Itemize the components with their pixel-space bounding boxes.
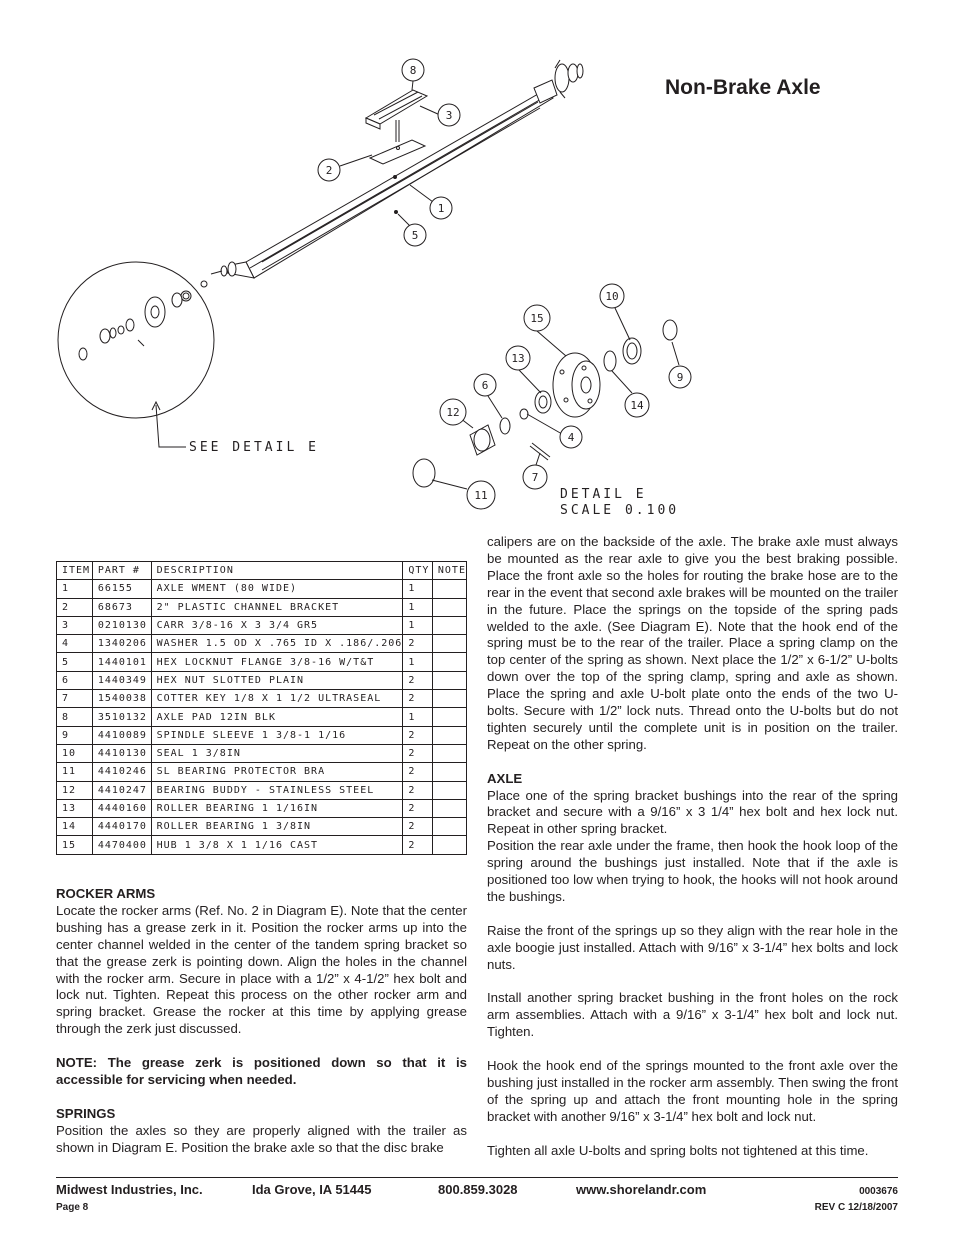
note-text: NOTE: The grease zerk is positioned down so that it is accessible for servicing when needed. — [56, 1055, 467, 1087]
rocker-arms-text: Locate the rocker arms (Ref. No. 2 in Diagram E). Note that the center bushing has a grease zerk in it. Position the rocker arms up into the center channel welded in the center of the tandem spring bracket so that the grease zerk is pointing down. Align the holes in the channel with the rocker arm. Secure in place with a 1/2” x 4-1/2” hex bolt and lock nut. Tighten. Repeat this process on the other rocker arm and spring bracket. Grease the rocker at this time by applying grease through the zerk just discussed. — [56, 902, 467, 1037]
springs-heading: SPRINGS — [56, 1105, 116, 1121]
cell-part-number: 1440349 — [92, 671, 151, 689]
table-row — [57, 690, 467, 708]
parts-table — [56, 561, 467, 855]
callout-3 — [438, 104, 460, 126]
cell-note — [432, 671, 466, 689]
cell-note — [432, 744, 466, 762]
cell-item: 14 — [57, 818, 93, 836]
svg-text:1: 1 — [437, 202, 445, 215]
svg-text:3: 3 — [445, 109, 453, 122]
cell-description: BEARING BUDDY - STAINLESS STEEL — [151, 781, 403, 799]
table-row — [57, 653, 467, 671]
cell-description: SEAL 1 3/8IN — [151, 744, 403, 762]
cell-qty: 2 — [403, 818, 433, 836]
header-item: ITEM — [57, 562, 93, 580]
axle-paragraph-5: Hook the hook end of the springs mounted to the front axle over the bushing just installed in the rocker arm assembly. Then swing the front of the spring up and attach the front mounting hole in the spring bracket with another 9/16” x 3-1/4” hex bolt and lock nut. — [487, 1058, 898, 1124]
axle-paragraph-1: Place one of the spring bracket bushings into the rear of the spring bracket and secure with a 9/16” x 3 1/4” hex bolt and hex lock nut. Repeat in other spring bracket. — [487, 787, 898, 837]
cell-description: COTTER KEY 1/8 X 1 1/2 ULTRASEAL — [151, 690, 403, 708]
table-row — [57, 671, 467, 689]
cell-qty: 2 — [403, 763, 433, 781]
cell-note — [432, 616, 466, 634]
callout-11 — [467, 481, 495, 509]
svg-text:11: 11 — [474, 489, 488, 502]
rocker-arms-heading: ROCKER ARMS — [56, 886, 156, 901]
cell-qty: 1 — [403, 708, 433, 726]
cell-description: SPINDLE SLEEVE 1 3/8-1 1/16 — [151, 726, 403, 744]
cell-description: CARR 3/8-16 X 3 3/4 GR5 — [151, 616, 403, 634]
cell-item: 4 — [57, 635, 93, 653]
cell-note — [432, 781, 466, 799]
detail-label: DETAIL E — [560, 487, 647, 502]
axle-pad-and-bracket — [366, 90, 427, 164]
cell-item: 3 — [57, 616, 93, 634]
cell-qty: 1 — [403, 653, 433, 671]
axle-paragraph-4: Install another spring bracket bushing in the front holes on the rock arm assemblies. Attach with a 9/16” x 3-1/4” hex bolt and lock nut. Tighten. — [487, 990, 898, 1040]
cell-note — [432, 726, 466, 744]
cell-part-number: 66155 — [92, 580, 151, 598]
right-column — [487, 534, 898, 1159]
cell-item: 11 — [57, 763, 93, 781]
svg-text:8: 8 — [409, 64, 417, 77]
header-part: PART # — [92, 562, 151, 580]
callout-7 — [523, 465, 547, 489]
page-title: Non-Brake Axle — [665, 76, 821, 99]
callout-12 — [440, 399, 466, 425]
cell-item: 7 — [57, 690, 93, 708]
cell-part-number: 4440170 — [92, 818, 151, 836]
svg-text:7: 7 — [531, 471, 539, 484]
footer-phone: 800.859.3028 — [438, 1182, 518, 1197]
cell-part-number: 1540038 — [92, 690, 151, 708]
svg-text:5: 5 — [411, 229, 419, 242]
cell-description: HUB 1 3/8 X 1 1/16 CAST — [151, 836, 403, 854]
table-row — [57, 726, 467, 744]
svg-text:6: 6 — [481, 379, 489, 392]
callout-15 — [524, 305, 550, 331]
axle-paragraph-2: Position the rear axle under the frame, then hook the hook loop of the spring around the bushings just installed. Note that if the axle is positioned too low when trying to hook, the hooks will not hook around the bushings. — [487, 838, 898, 905]
callout-10 — [600, 284, 624, 308]
header-qty: QTY — [403, 562, 433, 580]
cell-qty: 1 — [403, 616, 433, 634]
cell-note — [432, 836, 466, 854]
table-row — [57, 580, 467, 598]
footer-revision: REV C 12/18/2007 — [814, 1202, 898, 1213]
cell-description: HEX LOCKNUT FLANGE 3/8-16 W/T&T — [151, 653, 403, 671]
cell-qty: 2 — [403, 635, 433, 653]
cell-part-number: 68673 — [92, 598, 151, 616]
cell-item: 15 — [57, 836, 93, 854]
callout-13 — [506, 346, 530, 370]
cell-item: 6 — [57, 671, 93, 689]
cell-note — [432, 635, 466, 653]
left-column — [56, 886, 467, 1156]
axle-exploded-diagram — [0, 0, 954, 540]
cell-item: 1 — [57, 580, 93, 598]
cell-item: 10 — [57, 744, 93, 762]
callout-1 — [430, 197, 452, 219]
scale-label: SCALE 0.100 — [560, 503, 680, 518]
cell-item: 13 — [57, 799, 93, 817]
cell-item: 12 — [57, 781, 93, 799]
axle-paragraph-3: Raise the front of the springs up so they align with the rear hole in the axle boogie just installed. Attach with 9/16” x 3-1/4” hex bolts and lock nuts. — [487, 922, 898, 972]
springs-continued-text: calipers are on the backside of the axle. The brake axle must always be mounted as the rear axle to give you the best braking possible. Place the front axle so the holes for routing the brake hose are to the rear in the event that second axle brakes will be mounted on the trailer in the future. Place the springs on the topside of the spring pads welded to the axle. (See Diagram E). Note that the hook end of the spring must be to the rear of the trailer. Place a spring clamp on the top center of the spring as shown. Next place the 1/2” x 6-1/2” U-bolts down over the top of the spring clamp, spring and axle as shown. Place the spring and axle U-bolt plate onto the ends of the two U-bolts. Secure with 1/2” lock nuts. Thread onto the U-bolts but do not tighten securely until the complete unit is in position on the trailer. Repeat on the other spring. — [487, 534, 898, 752]
cell-note — [432, 763, 466, 781]
svg-text:10: 10 — [605, 290, 619, 303]
cell-note — [432, 598, 466, 616]
see-detail-label: SEE DETAIL E — [189, 440, 319, 455]
cell-description: AXLE PAD 12IN BLK — [151, 708, 403, 726]
cell-item: 5 — [57, 653, 93, 671]
cell-note — [432, 799, 466, 817]
footer-city: Ida Grove, IA 51445 — [252, 1182, 372, 1197]
table-row — [57, 799, 467, 817]
cell-qty: 2 — [403, 671, 433, 689]
cell-item: 2 — [57, 598, 93, 616]
cell-description: AXLE WMENT (80 WIDE) — [151, 580, 403, 598]
svg-text:14: 14 — [630, 399, 644, 412]
axle-tube — [181, 60, 583, 301]
cell-part-number: 4410247 — [92, 781, 151, 799]
detail-e-circle — [58, 262, 214, 447]
cell-note — [432, 580, 466, 598]
cell-description: ROLLER BEARING 1 3/8IN — [151, 818, 403, 836]
header-note: NOTE — [432, 562, 466, 580]
footer-company: Midwest Industries, Inc. — [56, 1182, 203, 1197]
cell-item: 9 — [57, 726, 93, 744]
springs-text: Position the axles so they are properly aligned with the trailer as shown in Diagram E. Position the brake axle so that the disc brake — [56, 1122, 467, 1155]
footer-divider — [56, 1177, 898, 1178]
cell-part-number: 4410130 — [92, 744, 151, 762]
cell-description: WASHER 1.5 OD X .765 ID X .186/.206 — [151, 635, 403, 653]
cell-qty: 2 — [403, 744, 433, 762]
cell-description: SL BEARING PROTECTOR BRA — [151, 763, 403, 781]
callout-2 — [318, 159, 340, 181]
svg-text:13: 13 — [511, 352, 525, 365]
table-row — [57, 635, 467, 653]
cell-part-number: 4470400 — [92, 836, 151, 854]
table-row — [57, 818, 467, 836]
axle-paragraph-6: Tighten all axle U-bolts and spring bolts not tightened at this time. — [487, 1142, 869, 1158]
table-row — [57, 598, 467, 616]
footer-doc-number: 0003676 — [859, 1186, 898, 1197]
cell-qty: 2 — [403, 690, 433, 708]
svg-text:15: 15 — [530, 312, 544, 325]
cell-part-number: 4410246 — [92, 763, 151, 781]
footer-page-number: Page 8 — [56, 1202, 89, 1213]
svg-text:12: 12 — [446, 406, 460, 419]
callout-14 — [625, 393, 649, 417]
cell-qty: 2 — [403, 781, 433, 799]
table-row — [57, 781, 467, 799]
callout-4 — [560, 426, 582, 448]
cell-note — [432, 708, 466, 726]
table-row — [57, 616, 467, 634]
table-row — [57, 836, 467, 854]
header-description: DESCRIPTION — [151, 562, 403, 580]
cell-qty: 2 — [403, 836, 433, 854]
cell-note — [432, 690, 466, 708]
cell-part-number: 1340206 — [92, 635, 151, 653]
cell-note — [432, 818, 466, 836]
callout-5 — [404, 224, 426, 246]
svg-text:4: 4 — [567, 431, 575, 444]
cell-part-number: 3510132 — [92, 708, 151, 726]
table-row — [57, 744, 467, 762]
table-row — [57, 708, 467, 726]
cell-part-number: 0210130 — [92, 616, 151, 634]
cell-part-number: 1440101 — [92, 653, 151, 671]
cell-description: HEX NUT SLOTTED PLAIN — [151, 671, 403, 689]
callout-6 — [474, 374, 496, 396]
cell-part-number: 4410089 — [92, 726, 151, 744]
footer-website: www.shorelandr.com — [576, 1182, 707, 1197]
cell-note — [432, 653, 466, 671]
cell-qty: 1 — [403, 580, 433, 598]
cell-qty: 2 — [403, 799, 433, 817]
cell-part-number: 4440160 — [92, 799, 151, 817]
cell-item: 8 — [57, 708, 93, 726]
cell-description: 2" PLASTIC CHANNEL BRACKET — [151, 598, 403, 616]
callout-8 — [402, 59, 424, 81]
cell-qty: 1 — [403, 598, 433, 616]
parts-table-header — [57, 562, 467, 580]
svg-text:2: 2 — [325, 164, 333, 177]
callout-9 — [669, 366, 691, 388]
cell-qty: 2 — [403, 726, 433, 744]
table-row — [57, 763, 467, 781]
svg-text:9: 9 — [676, 371, 684, 384]
axle-heading: AXLE — [487, 770, 523, 786]
cell-description: ROLLER BEARING 1 1/16IN — [151, 799, 403, 817]
